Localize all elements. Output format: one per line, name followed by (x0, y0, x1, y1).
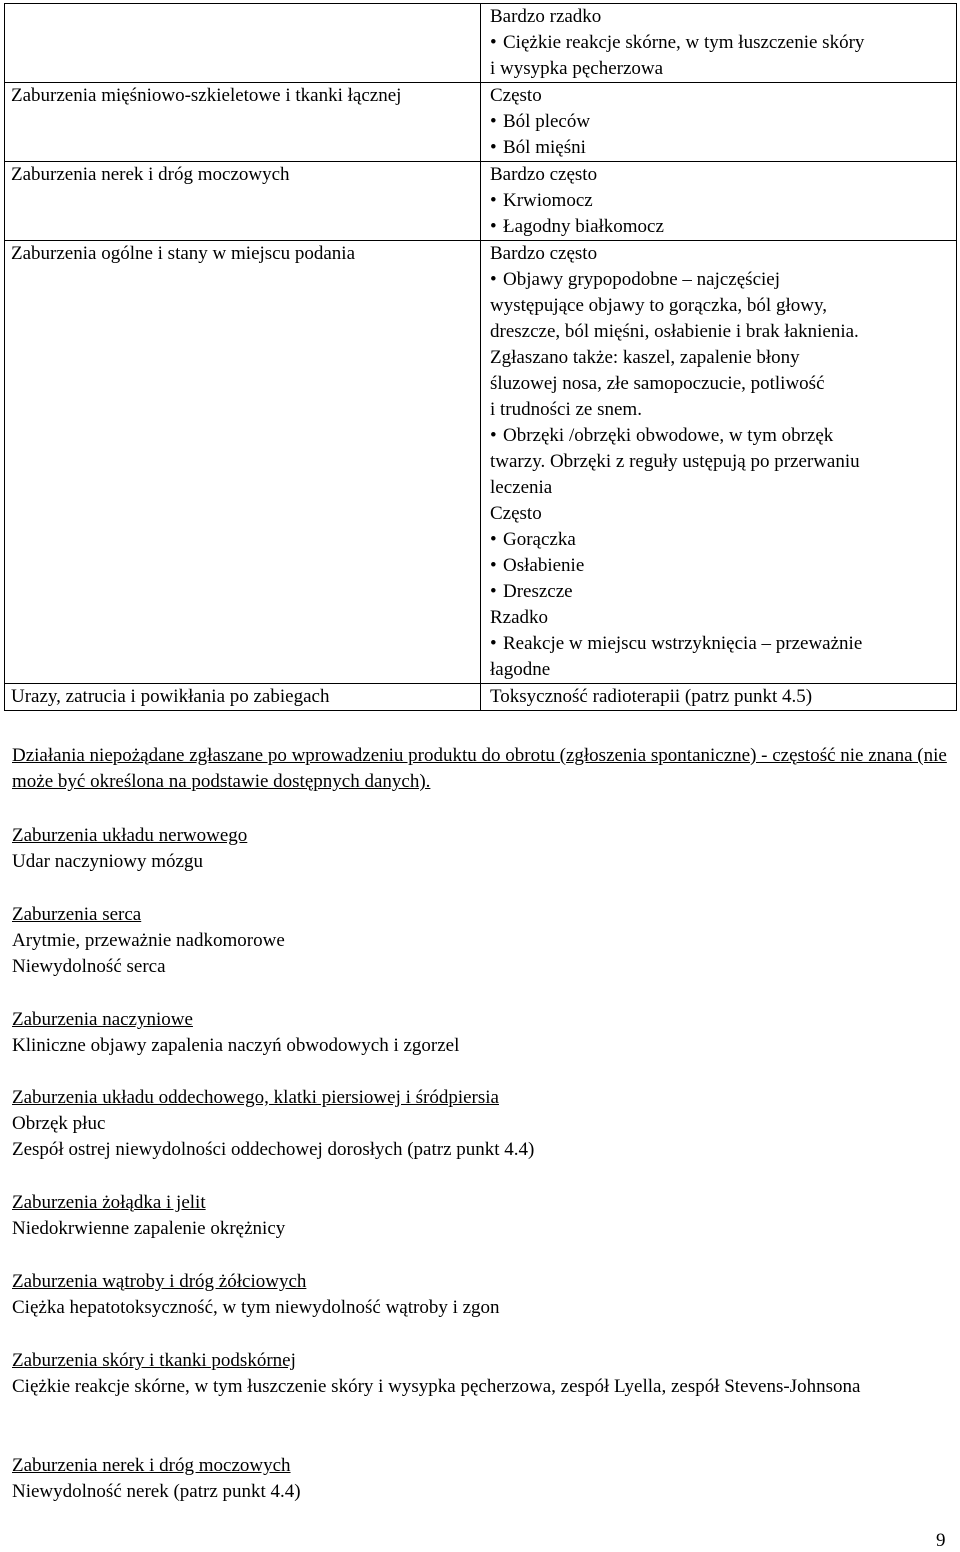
line-text: Bardzo rzadko (490, 6, 602, 27)
bullet-line (490, 527, 950, 553)
reactions-cell (481, 4, 957, 83)
bullet-icon: • (490, 425, 497, 446)
line-text: Toksyczność radioterapii (patrz punkt 4.5) (490, 686, 813, 707)
line-text: Objawy grypopodobne – najczęściej (503, 269, 780, 290)
section-heading: Zaburzenia układu oddechowego, klatki piersiowej i śródpiersia (12, 1087, 499, 1108)
soc-cell: Zaburzenia nerek i dróg moczowych (5, 162, 481, 241)
table-row (5, 4, 957, 83)
text-line (490, 371, 950, 397)
section-heading: Zaburzenia żołądka i jelit (12, 1192, 206, 1213)
text-line (490, 449, 950, 475)
text-line (490, 605, 950, 631)
section-item: Zespół ostrej niewydolności oddechowej dorosłych (patrz punkt 4.4) (12, 1139, 535, 1160)
section-item: Arytmie, przeważnie nadkomorowe (12, 930, 285, 951)
table-row (5, 83, 957, 162)
table-row (5, 162, 957, 241)
reactions-cell (481, 162, 957, 241)
section-hepatobiliary (12, 1269, 948, 1321)
bullet-icon: • (490, 111, 497, 132)
section-respiratory (12, 1085, 948, 1163)
text-line (490, 657, 950, 683)
line-text: twarzy. Obrzęki z reguły ustępują po przerwaniu (490, 451, 860, 472)
line-text: Ciężkie reakcje skórne, w tym łuszczenie skóry (503, 32, 865, 53)
bullet-icon: • (490, 555, 497, 576)
bullet-line (490, 553, 950, 579)
line-text: Reakcje w miejscu wstrzyknięcia – przeważnie (503, 633, 863, 654)
text-line (490, 293, 950, 319)
bullet-line (490, 214, 950, 240)
text-line (490, 83, 950, 109)
section-item: Kliniczne objawy zapalenia naczyń obwodowych i zgorzel (12, 1035, 460, 1056)
line-text: Często (490, 85, 542, 106)
section-item: Obrzęk płuc (12, 1113, 106, 1134)
text-line (490, 397, 950, 423)
soc-cell: Zaburzenia ogólne i stany w miejscu podania (5, 241, 481, 684)
section-item: Udar naczyniowy mózgu (12, 851, 203, 872)
bullet-icon: • (490, 581, 497, 602)
bullet-line (490, 423, 950, 449)
section-cardiac (12, 902, 948, 980)
bullet-icon: • (490, 529, 497, 550)
section-item: Ciężkie reakcje skórne, w tym łuszczenie skóry i wysypka pęcherzowa, zespół Lyella, zespół Stevens-Johnsona (12, 1376, 861, 1397)
bullet-line (490, 135, 950, 161)
line-text: Ból pleców (503, 111, 591, 132)
section-heading: Zaburzenia układu nerwowego (12, 825, 248, 846)
section-item: Niedokrwienne zapalenie okrężnicy (12, 1218, 286, 1239)
line-text: występujące objawy to gorączka, ból głowy, (490, 295, 827, 316)
line-text: Obrzęki /obrzęki obwodowe, w tym obrzęk (503, 425, 834, 446)
text-line (490, 319, 950, 345)
section-skin (12, 1348, 948, 1400)
reactions-cell (481, 241, 957, 684)
section-item: Ciężka hepatotoksyczność, w tym niewydolność wątroby i zgon (12, 1297, 500, 1318)
table-body (5, 4, 957, 711)
line-text: leczenia (490, 477, 553, 498)
text-line (490, 4, 950, 30)
line-text: Rzadko (490, 607, 549, 628)
section-renal (12, 1453, 948, 1505)
text-line (490, 241, 950, 267)
section-heading: Zaburzenia skóry i tkanki podskórnej (12, 1350, 296, 1371)
soc-cell: Urazy, zatrucia i powikłania po zabiegach (5, 684, 481, 711)
reactions-cell (481, 83, 957, 162)
text-line (490, 56, 950, 82)
section-heading: Zaburzenia wątroby i dróg żółciowych (12, 1271, 307, 1292)
line-text: łagodne (490, 659, 551, 680)
text-line (490, 475, 950, 501)
reactions-cell (481, 684, 957, 711)
bullet-icon: • (490, 216, 497, 237)
bullet-icon: • (490, 137, 497, 158)
section-gastrointestinal (12, 1190, 948, 1242)
table-row (5, 684, 957, 711)
line-text: Często (490, 503, 542, 524)
line-text: Krwiomocz (503, 190, 593, 211)
bullet-line (490, 188, 950, 214)
line-text: Osłabienie (503, 555, 585, 576)
section-vascular (12, 1007, 948, 1059)
section-item: Niewydolność serca (12, 956, 166, 977)
post-marketing-intro (12, 743, 948, 795)
line-text: Bardzo często (490, 164, 598, 185)
bullet-line (490, 631, 950, 657)
soc-cell: Zaburzenia mięśniowo-szkieletowe i tkanki łącznej (5, 83, 481, 162)
line-text: i trudności ze snem. (490, 399, 642, 420)
soc-cell (5, 4, 481, 83)
adverse-reactions-table (4, 3, 957, 711)
line-text: Gorączka (503, 529, 576, 550)
line-text: Ból mięśni (503, 137, 586, 158)
line-text: śluzowej nosa, złe samopoczucie, potliwość (490, 373, 825, 394)
section-heading: Zaburzenia serca (12, 904, 142, 925)
text-line (490, 501, 950, 527)
bullet-line (490, 579, 950, 605)
table-row (5, 241, 957, 684)
bullet-icon: • (490, 633, 497, 654)
bullet-icon: • (490, 269, 497, 290)
text-line (490, 345, 950, 371)
section-heading: Zaburzenia nerek i dróg moczowych (12, 1455, 291, 1476)
bullet-line (490, 109, 950, 135)
line-text: Bardzo często (490, 243, 598, 264)
bullet-icon: • (490, 190, 497, 211)
line-text: i wysypka pęcherzowa (490, 58, 664, 79)
section-nervous-system (12, 823, 948, 875)
section-item: Niewydolność nerek (patrz punkt 4.4) (12, 1481, 301, 1502)
text-line (490, 162, 950, 188)
line-text: Łagodny białkomocz (503, 216, 664, 237)
text-line (490, 684, 950, 710)
section-heading: Zaburzenia naczyniowe (12, 1009, 193, 1030)
intro-text: Działania niepożądane zgłaszane po wprowadzeniu produktu do obrotu (zgłoszenia spontaniczne) - częstość nie znana (nie może być określona na podstawie dostępnych danych). (12, 745, 947, 792)
line-text: Zgłaszano także: kaszel, zapalenie błony (490, 347, 800, 368)
line-text: dreszcze, ból mięśni, osłabienie i brak łaknienia. (490, 321, 859, 342)
bullet-icon: • (490, 32, 497, 53)
bullet-line (490, 267, 950, 293)
bullet-line (490, 30, 950, 56)
page-number: 9 (936, 1530, 946, 1551)
line-text: Dreszcze (503, 581, 573, 602)
